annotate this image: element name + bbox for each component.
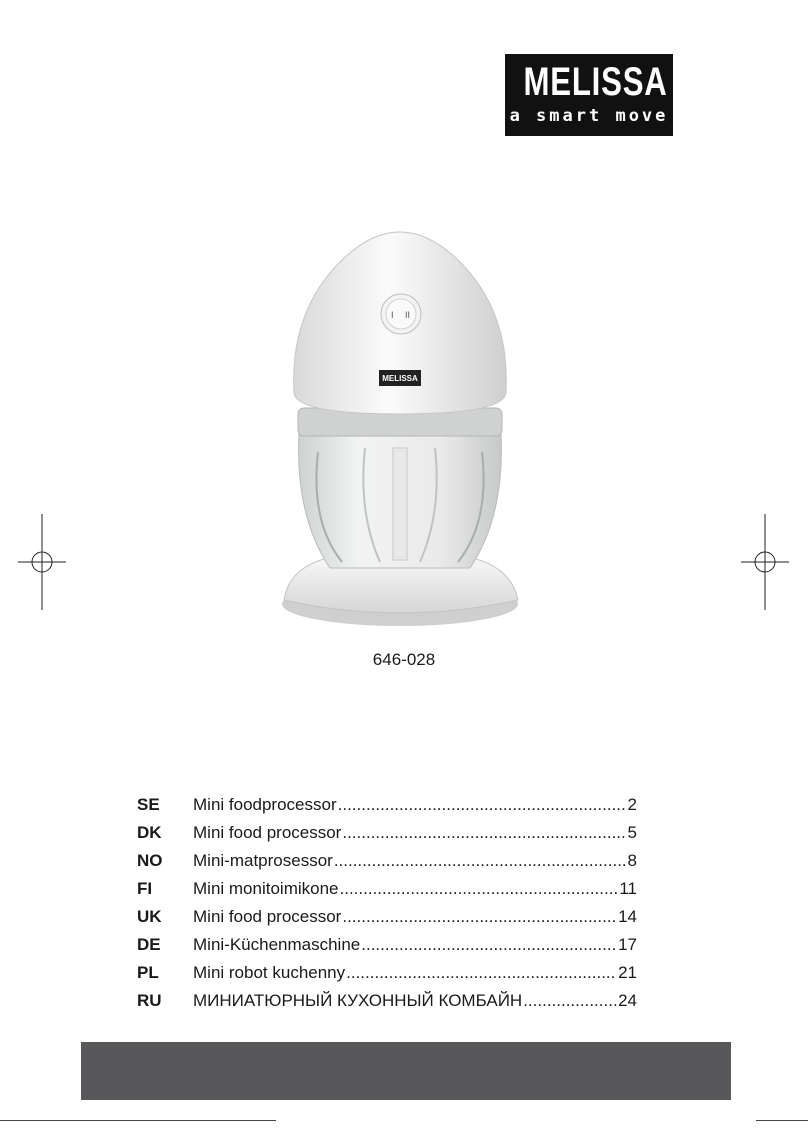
toc-leader-dots xyxy=(338,795,627,823)
trim-line-left xyxy=(0,1120,276,1121)
toc-leader-dots xyxy=(342,823,626,851)
toc-leader-dots xyxy=(334,851,627,879)
toc-page-number: 8 xyxy=(627,851,637,870)
table-of-contents xyxy=(137,795,637,1019)
toc-language-code: PL xyxy=(137,963,159,982)
toc-language-code: SE xyxy=(137,795,160,814)
toc-leader-dots xyxy=(340,879,619,907)
toc-page-number: 5 xyxy=(627,823,637,842)
toc-language-code: DE xyxy=(137,935,161,954)
footer-bar xyxy=(81,1042,731,1100)
toc-leader-dots xyxy=(361,935,617,963)
toc-title: Mini foodprocessor xyxy=(193,795,337,814)
model-number: 646-028 xyxy=(372,650,436,669)
toc-language-code: FI xyxy=(137,879,153,898)
svg-text:MELISSA: MELISSA xyxy=(382,374,418,383)
toc-page-number: 21 xyxy=(618,963,637,982)
toc-entry-se xyxy=(137,795,637,823)
toc-entry-ru xyxy=(137,991,637,1019)
svg-text:I: I xyxy=(391,310,394,320)
toc-entry-fi xyxy=(137,879,637,907)
toc-entry-dk xyxy=(137,823,637,851)
toc-page-number: 11 xyxy=(619,879,637,898)
toc-page-number: 24 xyxy=(618,991,637,1010)
registration-mark-left xyxy=(18,514,66,610)
svg-text:II: II xyxy=(405,310,411,320)
melissa-logo xyxy=(505,54,673,136)
toc-title: Mini-matprosessor xyxy=(193,851,333,870)
toc-leader-dots xyxy=(346,963,617,991)
toc-entry-de xyxy=(137,935,637,963)
toc-language-code: UK xyxy=(137,907,162,926)
toc-language-code: DK xyxy=(137,823,162,842)
trim-line-right xyxy=(756,1120,808,1121)
toc-title: МИНИАТЮРНЫЙ КУХОННЫЙ КОМБАЙН xyxy=(193,991,523,1010)
toc-entry-pl xyxy=(137,963,637,991)
toc-title: Mini monitoimikone xyxy=(193,879,339,898)
toc-title: Mini-Küchenmaschine xyxy=(193,935,361,954)
toc-language-code: RU xyxy=(137,991,162,1010)
toc-page-number: 2 xyxy=(627,795,637,814)
toc-title: Mini food processor xyxy=(193,823,342,842)
toc-leader-dots xyxy=(523,991,617,1019)
toc-entry-no xyxy=(137,851,637,879)
logo-brand: MELISSA xyxy=(523,60,668,104)
toc-title: Mini food processor xyxy=(193,907,342,926)
toc-language-code: NO xyxy=(137,851,163,870)
toc-leader-dots xyxy=(342,907,617,935)
logo-slogan: a smart move xyxy=(509,106,669,126)
registration-mark-right xyxy=(741,514,789,610)
toc-page-number: 17 xyxy=(618,935,637,954)
toc-title: Mini robot kuchenny xyxy=(193,963,346,982)
product-image xyxy=(270,222,530,642)
toc-page-number: 14 xyxy=(618,907,637,926)
toc-entry-uk xyxy=(137,907,637,935)
